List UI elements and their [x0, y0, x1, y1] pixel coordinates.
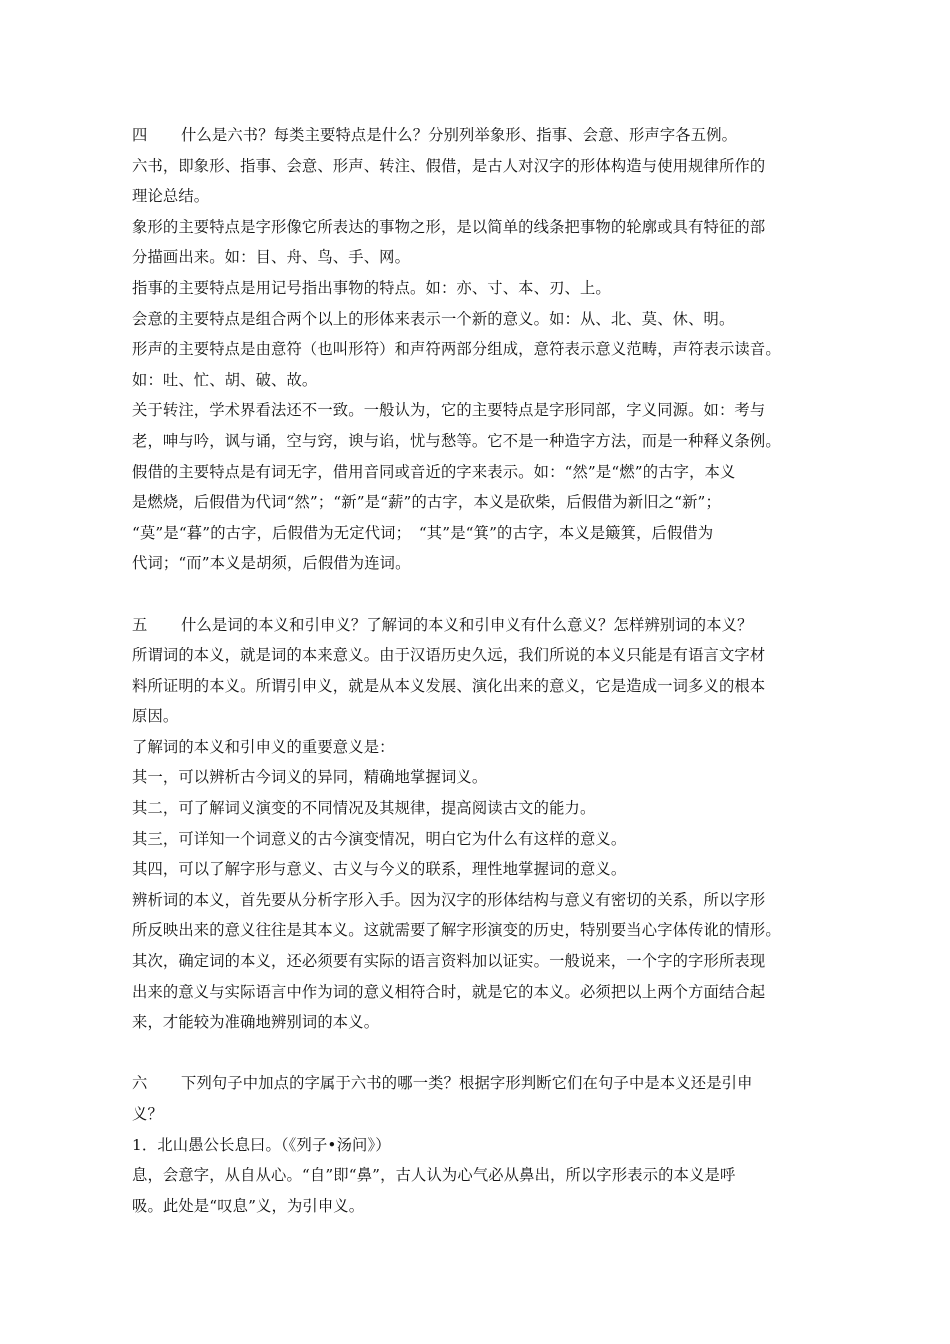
paragraph-line: 如：吐、忙、胡、破、故。 [132, 370, 318, 389]
paragraph-line: 出来的意义与实际语言中作为词的意义相符合时，就是它的本义。必须把以上两个方面结合起 [132, 982, 766, 1001]
section-spacer [132, 579, 822, 610]
section-spacer [132, 1038, 822, 1069]
section-heading [132, 610, 822, 641]
paragraph-line: 是燃烧，后假借为代词“然”；“新”是“薪”的古字，本义是砍柴，后假借为新旧之“新”； [132, 493, 721, 512]
paragraph-line: 象形的主要特点是字形像它所表达的事物之形，是以简单的线条把事物的轮廓或具有特征的部 [132, 217, 766, 236]
paragraph-line: 所反映出来的意义往往是其本义。这就需要了解字形演变的历史，特别要当心字体传讹的情形。 [132, 921, 781, 940]
paragraph-line: 其三，可详知一个词意义的古今演变情况，明白它为什么有这样的意义。 [132, 829, 627, 848]
paragraph-line: 关于转注，学术界看法还不一致。一般认为，它的主要特点是字形同部，字义同源。如：考与 [132, 401, 766, 420]
section-heading [132, 120, 822, 151]
paragraph-line: 吸。此处是“叹息”义，为引申义。 [132, 1196, 365, 1215]
paragraph-line: 理论总结。 [132, 187, 210, 206]
paragraph-line: 会意的主要特点是组合两个以上的形体来表示一个新的意义。如：从、北、莫、休、明。 [132, 309, 735, 328]
paragraph-line: 所谓词的本义，就是词的本来意义。由于汉语历史久远，我们所说的本义只能是有语言文字材 [132, 646, 766, 665]
section-question: 什么是六书？每类主要特点是什么？分别列举象形、指事、会意、形声字各五例。 [181, 126, 738, 144]
paragraph-line: 代词；“而”本义是胡须，后假借为连词。 [132, 554, 411, 573]
paragraph-line: 指事的主要特点是用记号指出事物的特点。如：亦、寸、本、刃、上。 [132, 278, 611, 297]
paragraph-line: 老，呻与吟，讽与诵，空与窍，谀与谄，忧与愁等。它不是一种造字方法，而是一种释义条例。 [132, 431, 781, 450]
paragraph-line: 原因。 [132, 707, 179, 726]
section-heading [132, 1068, 822, 1099]
document-body [132, 120, 822, 1221]
paragraph-line: 六书，即象形、指事、会意、形声、转注、假借，是古人对汉字的形体构造与使用规律所作的 [132, 156, 766, 175]
section-question: 下列句子中加点的字属于六书的哪一类？根据字形判断它们在句子中是本义还是引申 [181, 1074, 753, 1093]
paragraph-line: 辨析词的本义，首先要从分析字形入手。因为汉字的形体结构与意义有密切的关系，所以字形 [132, 890, 766, 909]
paragraph-line: 假借的主要特点是有词无字，借用音同或音近的字来表示。如：“然”是“燃”的古字，本义 [132, 462, 736, 481]
paragraph-line: 来，才能较为准确地辨别词的本义。 [132, 1013, 380, 1032]
paragraph-line: 分描画出来。如：目、舟、鸟、手、网。 [132, 248, 411, 267]
paragraph-line: 其一，可以辨析古今词义的异同，精确地掌握词义。 [132, 768, 488, 787]
paragraph-line: 1．北山愚公长息曰。（《列子•汤问》） [132, 1135, 391, 1154]
section-number: 五 [132, 615, 148, 634]
section-question: 什么是词的本义和引申义？了解词的本义和引申义有什么意义？怎样辨别词的本义？ [181, 615, 753, 634]
paragraph-line: 形声的主要特点是由意符（也叫形符）和声符两部分组成，意符表示意义范畴，声符表示读音。 [132, 340, 781, 359]
section-number: 四 [132, 126, 148, 144]
paragraph-line: 其二，可了解词义演变的不同情况及其规律，提高阅读古文的能力。 [132, 799, 596, 818]
paragraph-line: 其次，确定词的本义，还必须要有实际的语言资料加以证实。一般说来，一个字的字形所表现 [132, 952, 766, 971]
paragraph-line: “莫”是“暮”的古字，后假借为无定代词； “其”是“箕”的古字，本义是簸箕，后假借为 [132, 523, 714, 542]
paragraph-line: 料所证明的本义。所谓引申义，就是从本义发展、演化出来的意义，它是造成一词多义的根本 [132, 676, 766, 695]
paragraph-line: 息，会意字，从自从心。“自”即“鼻”，古人认为心气必从鼻出，所以字形表示的本义是呼 [132, 1166, 736, 1185]
paragraph-line: 了解词的本义和引申义的重要意义是： [132, 737, 395, 756]
section-number: 六 [132, 1074, 148, 1093]
paragraph-line: 其四，可以了解字形与意义、古义与今义的联系，理性地掌握词的意义。 [132, 860, 627, 879]
paragraph-line: 义？ [132, 1105, 163, 1123]
